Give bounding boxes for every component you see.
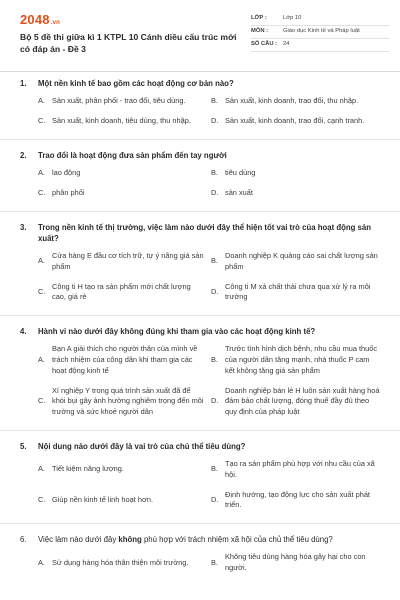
meta-key: MÔN :: [251, 28, 269, 35]
question-text: [38, 534, 386, 545]
option-label: D.: [211, 396, 219, 406]
answer-option-c[interactable]: [38, 490, 211, 511]
option-label: A.: [38, 355, 45, 365]
option-text: Công ti M xả chất thải chưa qua xử lý ra môi trường: [225, 281, 371, 302]
question-3: [0, 222, 400, 304]
question-number: 3.: [20, 222, 27, 232]
option-label: C.: [38, 396, 46, 406]
answer-option-b[interactable]: [211, 552, 386, 573]
option-label: B.: [211, 256, 218, 266]
answer-option-d[interactable]: [211, 282, 386, 303]
question-text: Nội dung nào dưới đây là vai trò của chủ thể tiêu dùng?: [38, 441, 246, 451]
question-header: [20, 78, 386, 89]
answer-option-a[interactable]: [38, 344, 211, 376]
meta-value: 24: [283, 41, 290, 48]
question-separator: [0, 139, 400, 140]
meta-value: Giáo dục Kinh tế và Pháp luật: [283, 28, 360, 35]
question-text: Một nền kinh tế bao gồm các hoạt động cơ bản nào?: [38, 79, 234, 88]
question-separator: [0, 315, 400, 316]
question-header: [20, 326, 386, 337]
meta-value: Lớp 10: [283, 15, 302, 22]
question-text: Trong nền kinh tế thị trường, việc làm nào dưới đây thể hiện tốt vai trò của hoạt động sản xuất?: [38, 222, 371, 243]
answer-option-c[interactable]: [38, 282, 211, 303]
option-label: D.: [211, 494, 219, 504]
question-number: 4.: [20, 327, 27, 337]
option-text: Sản xuất, kinh doanh, trao đổi, cạnh tranh.: [225, 116, 365, 126]
header-divider: [0, 71, 400, 72]
question-separator: [0, 211, 400, 212]
option-text: Giúp nền kinh tế linh hoạt hơn.: [52, 494, 153, 504]
answer-option-b[interactable]: [211, 251, 386, 272]
option-text: Doanh nghiệp bán lẻ H luôn sản xuất hàng hoá đảm bảo chất lượng, đóng thuế đầy đủ theo quy định của pháp luật: [225, 385, 380, 417]
option-text: Tiết kiệm năng lượng.: [52, 464, 124, 474]
answer-option-c[interactable]: [38, 188, 211, 199]
option-label: C.: [38, 187, 46, 197]
meta-row-question-count: [251, 39, 389, 52]
question-header: [20, 222, 386, 245]
question-text: Trao đổi là hoạt động đưa sản phẩm đến tay người: [38, 150, 227, 160]
answer-option-d[interactable]: [211, 188, 386, 199]
option-text: Không tiêu dùng hàng hóa gây hại cho con người.: [225, 552, 366, 573]
answer-option-b[interactable]: [211, 459, 386, 480]
question-separator: [0, 523, 400, 524]
answer-option-a[interactable]: [38, 459, 211, 480]
option-label: A.: [38, 256, 45, 266]
answer-options: [38, 96, 386, 126]
answer-option-c[interactable]: [38, 116, 211, 127]
option-label: C.: [38, 116, 46, 126]
answer-option-a[interactable]: [38, 96, 211, 107]
option-text: Định hướng, tạo động lực cho sản xuất phát triển.: [225, 489, 370, 510]
option-label: C.: [38, 494, 46, 504]
answer-option-b[interactable]: [211, 96, 386, 107]
question-text-post: phù hợp với trách nhiệm xã hội của chủ thể tiêu dùng?: [141, 535, 333, 544]
option-text: tiêu dùng: [225, 168, 256, 178]
answer-option-a[interactable]: [38, 552, 211, 573]
document-title: Bộ 5 đề thi giữa kì 1 KTPL 10 Cánh diều cấu trúc mới có đáp án - Đề 3: [20, 32, 237, 54]
question-1: [0, 78, 400, 127]
question-header: [20, 150, 386, 161]
option-text: Công ti H tạo ra sản phẩm mới chất lượng cao, giá rẻ: [52, 281, 191, 302]
answer-options: [38, 344, 386, 417]
option-label: A.: [38, 168, 45, 178]
answer-option-b[interactable]: [211, 168, 386, 179]
question-separator: [0, 430, 400, 431]
option-text: Sản xuất, kinh doanh, tiêu dùng, thu nhập.: [52, 116, 191, 126]
answer-option-c[interactable]: [38, 386, 211, 418]
meta-row-subject: [251, 26, 389, 39]
question-header: [20, 534, 386, 545]
question-number: 5.: [20, 441, 27, 451]
document-header: [0, 0, 400, 68]
option-label: A.: [38, 557, 45, 567]
option-text: Sản xuất, kinh doanh, trao đổi, thu nhập.: [225, 96, 359, 106]
question-text-pre: Việc làm nào dưới đây: [38, 535, 119, 544]
question-header: [20, 441, 386, 452]
answer-options: [38, 251, 386, 303]
option-text: Sử dụng hàng hóa thân thiện môi trường.: [52, 557, 189, 567]
question-4: [0, 326, 400, 418]
logo-domain: .vn: [50, 20, 61, 26]
question-6: [0, 534, 400, 574]
answer-option-d[interactable]: [211, 386, 386, 418]
option-text: Sản xuất, phân phối - trao đổi, tiêu dùng.: [52, 96, 186, 106]
option-text: sản xuất: [225, 187, 253, 197]
question-list: [0, 78, 400, 586]
answer-options: [38, 552, 386, 573]
option-label: B.: [211, 464, 218, 474]
option-label: D.: [211, 187, 219, 197]
question-number: 2.: [20, 150, 27, 160]
meta-info-table: [251, 13, 389, 52]
option-text: Tạo ra sản phẩm phù hợp với nhu cầu của xã hội.: [225, 459, 375, 479]
answer-option-b[interactable]: [211, 344, 386, 376]
option-text: Doanh nghiệp K quảng cáo sai chất lượng sản phẩm: [225, 251, 378, 271]
answer-options: [38, 168, 386, 198]
option-label: D.: [211, 116, 219, 126]
option-label: B.: [211, 168, 218, 178]
answer-option-d[interactable]: [211, 490, 386, 511]
answer-option-a[interactable]: [38, 251, 211, 272]
answer-option-d[interactable]: [211, 116, 386, 127]
option-label: B.: [211, 557, 218, 567]
meta-row-class: [251, 13, 389, 26]
question-text: Hành vi nào dưới đây không đúng khi tham gia vào các hoạt động kinh tế?: [38, 327, 316, 337]
option-text: Cửa hàng E đầu cơ tích trữ, tự ý nâng giá sản phẩm: [52, 251, 204, 271]
option-label: B.: [211, 355, 218, 365]
option-label: B.: [211, 96, 218, 106]
question-number: 6.: [20, 535, 27, 544]
option-text: Trước tình hình dịch bệnh, nhu cầu mua thuốc của người dân tăng mạnh, nhà thuốc P cam kết không tăng giá sản phẩm: [225, 344, 378, 375]
question-5: [0, 441, 400, 511]
question-2: [0, 150, 400, 199]
answer-options: [38, 459, 386, 511]
option-text: Bạn A giải thích cho người thân của mình về trách nhiệm của công dân khi tham gia các hoạt động kinh tế: [52, 344, 198, 375]
option-text: Xí nghiệp Y trong quá trình sản xuất đã để khói bụi gây ảnh hưởng nghiêm trọng đến môi trường và sức khoẻ người dân: [52, 385, 204, 417]
site-logo[interactable]: [20, 13, 248, 26]
option-label: A.: [38, 464, 45, 474]
header-left: [20, 13, 248, 68]
question-text-emphasis: không: [118, 535, 142, 544]
logo-text: 2048: [20, 12, 50, 27]
option-label: D.: [211, 286, 219, 296]
meta-key: LỚP :: [251, 15, 267, 22]
answer-option-a[interactable]: [38, 168, 211, 179]
meta-key: SỐ CÂU :: [251, 41, 278, 48]
option-label: A.: [38, 96, 45, 106]
option-text: lao động: [52, 168, 81, 178]
option-text: phân phối: [52, 187, 85, 197]
question-number: 1.: [20, 79, 27, 88]
option-label: C.: [38, 286, 46, 296]
